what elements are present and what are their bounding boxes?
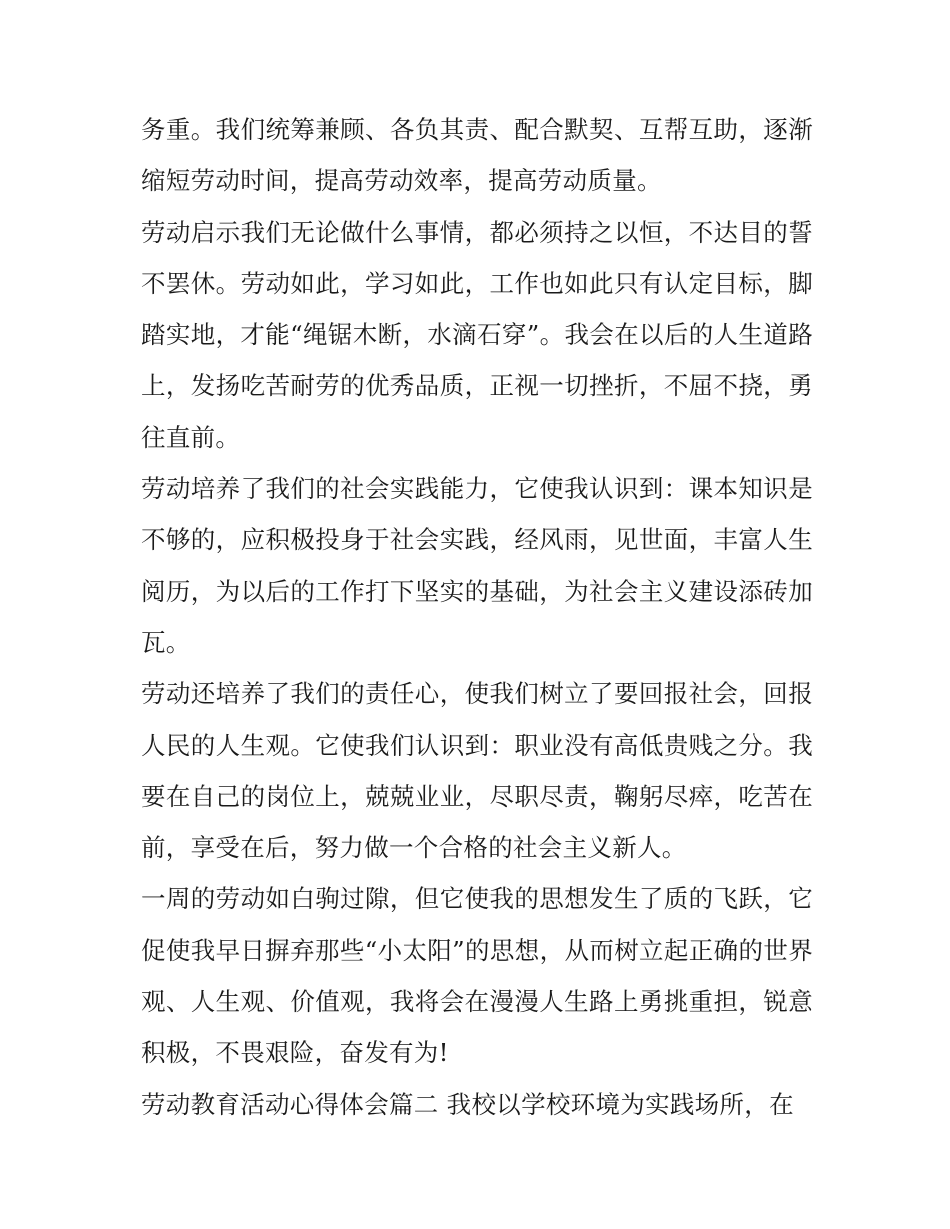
body-text bbox=[141, 104, 813, 1130]
paragraph-6: 劳动教育活动心得体会篇二 我校以学校环境为实践场所，在 bbox=[141, 1089, 794, 1119]
paragraph-3: 劳动培养了我们的社会实践能力，它使我认识到：课本知识是不够的，应积极投身于社会实践，经风雨，见世面，丰富人生阅历，为以后的工作打下坚实的基础，为社会主义建设添砖加瓦。 bbox=[141, 474, 813, 657]
paragraph-5: 一周的劳动如白驹过隙，但它使我的思想发生了质的飞跃，它促使我早日摒弃那些“小太阳”的思想，从而树立起正确的世界观、人生观、价值观，我将会在漫漫人生路上勇挑重担，锐意积极，不畏艰险，奋发有为! bbox=[141, 884, 813, 1068]
paragraph-4: 劳动还培养了我们的责任心，使我们树立了要回报社会，回报人民的人生观。它使我们认识到：职业没有高低贵贱之分。我要在自己的岗位上，兢兢业业，尽职尽责，鞠躬尽瘁，吃苦在前，享受在后，努力做一个合格的社会主义新人。 bbox=[141, 679, 813, 863]
paragraph-2: 劳动启示我们无论做什么事情，都必须持之以恒，不达目的誓不罢休。劳动如此，学习如此，工作也如此只有认定目标，脚踏实地，才能“绳锯木断，水滴石穿”。我会在以后的人生道路上，发扬吃苦耐劳的优秀品质，正视一切挫折，不屈不挠，勇往直前。 bbox=[141, 217, 813, 452]
paragraph-1: 务重。我们统筹兼顾、各负其责、配合默契、互帮互助，逐渐缩短劳动时间，提高劳动效率，提高劳动质量。 bbox=[141, 115, 813, 196]
